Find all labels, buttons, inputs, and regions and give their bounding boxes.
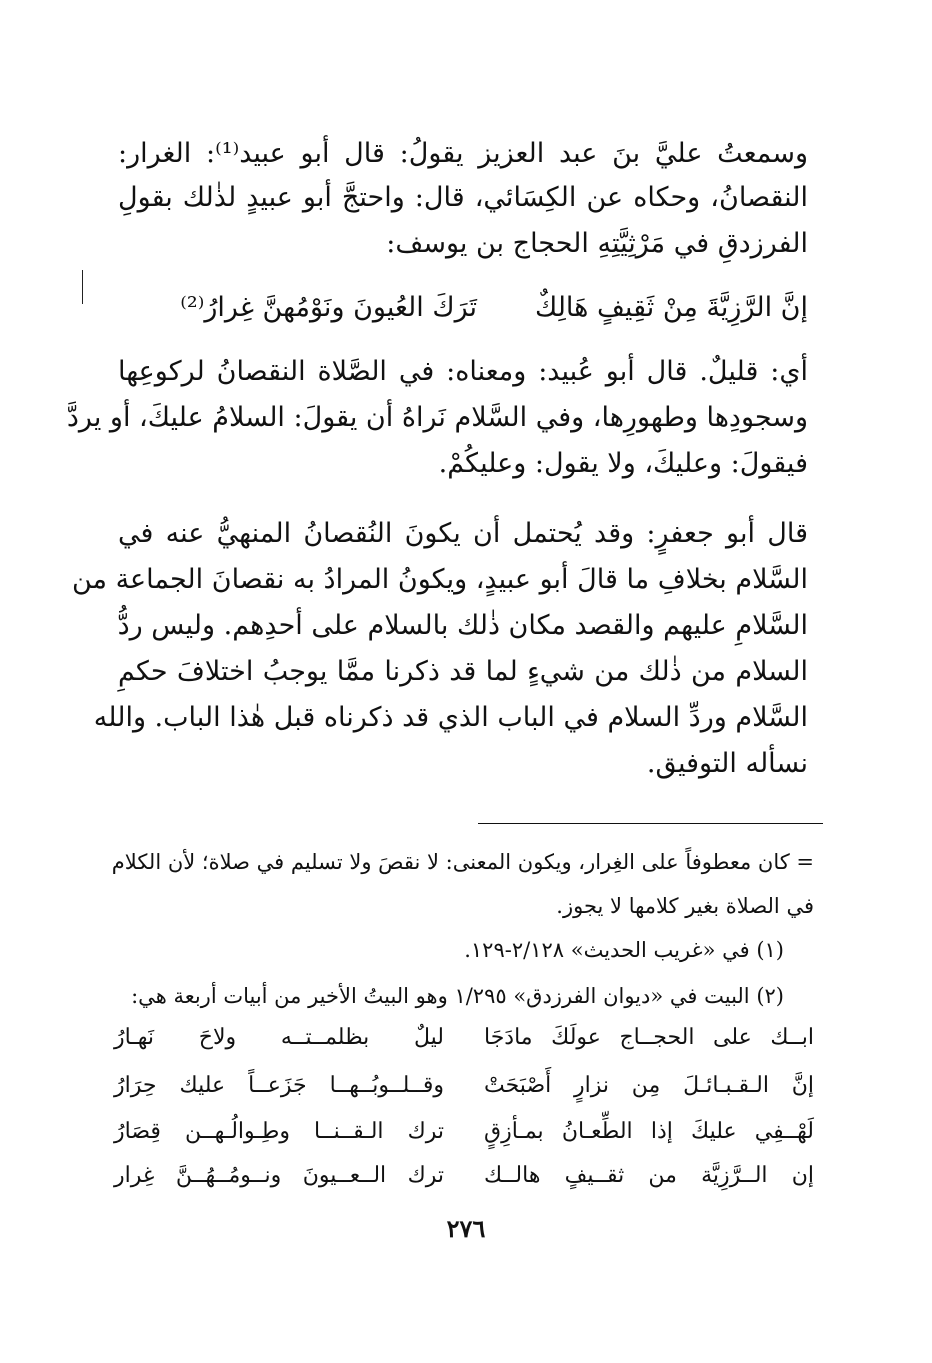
text-line: السَّلام بخلافِ ما قالَ أبو عبيدٍ، ويكونُ المرادُ به نقصانَ الجماعة من bbox=[71, 564, 808, 595]
poem-hemistich-second: ترك الــعــيونَ ونــومُــهُــنَّ غِرار bbox=[114, 1163, 444, 1188]
footnote-1: (١) في «غريب الحديث» ٢/١٢٨-١٢٩. bbox=[464, 938, 784, 962]
text-line: قال أبو جعفرٍ: وقد يُحتمل أن يكونَ النُقصانُ المنهيُّ عنه في bbox=[118, 518, 808, 549]
poetry-verse bbox=[0, 286, 932, 330]
text-line: السَّلامِ عليهم والقصد مكان ذٰلك بالسلام على أحدِهم. وليس ردُّ bbox=[117, 610, 808, 641]
text-line: فيقولَ: وعليكَ، ولا يقول: وعليكُمْ. bbox=[438, 448, 808, 479]
page-number: ٢٧٦ bbox=[446, 1214, 486, 1243]
text-line: أي: قليلٌ. قال أبو عُبيد: ومعناه: في الصَّلاة النقصانُ لركوعِها bbox=[118, 356, 808, 387]
poem-hemistich-second: ترك الـقــنــا وطِـوالُـهــن قِصَارُ bbox=[114, 1119, 444, 1144]
verse-hemistich-second: تَرَكَ العُيونَ ونَوْمُهنَّ غِرارُ⁽²⁾ bbox=[180, 292, 477, 323]
footnote-divider bbox=[478, 823, 823, 824]
text-line: الفرزدقِ في مَرْثِيَّتِهِ الحجاج بن يوسف: bbox=[386, 228, 808, 259]
footnote-continuation-line: في الصلاة بغير كلامها لا يجوز. bbox=[556, 894, 814, 918]
poem-hemistich-second: ليلٌ بظلمــتــه ولاحَ نَهـارُ bbox=[114, 1025, 444, 1050]
footnote-continuation-line: = كان معطوفاً على الغِرار، ويكون المعنى: لا نقصَ ولا تسليم في صلاة؛ لأن الكلام bbox=[111, 850, 814, 874]
text-line: وسجودِها وطهورِها، وفي السَّلام نَراهُ أن يقولَ: السلامُ عليكَ، أو يردَّ bbox=[66, 402, 808, 433]
poem-hemistich-second: وقــلــوبُــهــا جَزَعــاً عليك حِرَارُ bbox=[114, 1073, 444, 1098]
verse-hemistich-first: إنَّ الرَّزِيَّةَ مِنْ ثَقِيفٍ هَالِكٌ bbox=[534, 292, 808, 323]
text-line: وسمعتُ عليَّ بنَ عبد العزيز يقولُ: قال أبو عبيد⁽¹⁾: الغرار: bbox=[118, 138, 808, 169]
poem-verse bbox=[114, 1156, 814, 1196]
poem-verse bbox=[114, 1018, 814, 1058]
text-line: السَّلام وردِّ السلام في الباب الذي قد ذكرناه قبل هٰذا الباب. والله bbox=[93, 702, 808, 733]
text-line: نسأله التوفيق. bbox=[646, 748, 808, 779]
footnote-2: (٢) البيت في «ديوان الفرزدق» ١/٢٩٥ وهو البيتُ الأخير من أبيات أربعة هي: bbox=[131, 984, 784, 1008]
poem-hemistich-first: إن الــرَّزِيَّة من ثقــيفٍ هالــك bbox=[484, 1163, 814, 1188]
poem-hemistich-first: ابــك على الحجــاج عولَكَ مادَجَا bbox=[484, 1025, 814, 1050]
text-line: النقصانُ، وحكاه عن الكِسَائي، قال: واحتجَّ أبو عبيدٍ لذٰلك بقولِ bbox=[118, 182, 808, 213]
poem-hemistich-first: إنَّ الـقـبـائـلَ مِن نزارٍ أَصْبَحَتْ bbox=[484, 1073, 814, 1098]
poem-hemistich-first: لَهْــفِي عليكَ إذا الطِّعـانُ بمـأزِقٍ bbox=[484, 1119, 814, 1144]
text-line: السلام من ذٰلك من شيءٍ لما قد ذكرنا ممَّا يوجبُ اختلافَ حكمِ bbox=[118, 656, 808, 687]
poem-verse bbox=[114, 1112, 814, 1152]
poem-verse bbox=[114, 1066, 814, 1106]
